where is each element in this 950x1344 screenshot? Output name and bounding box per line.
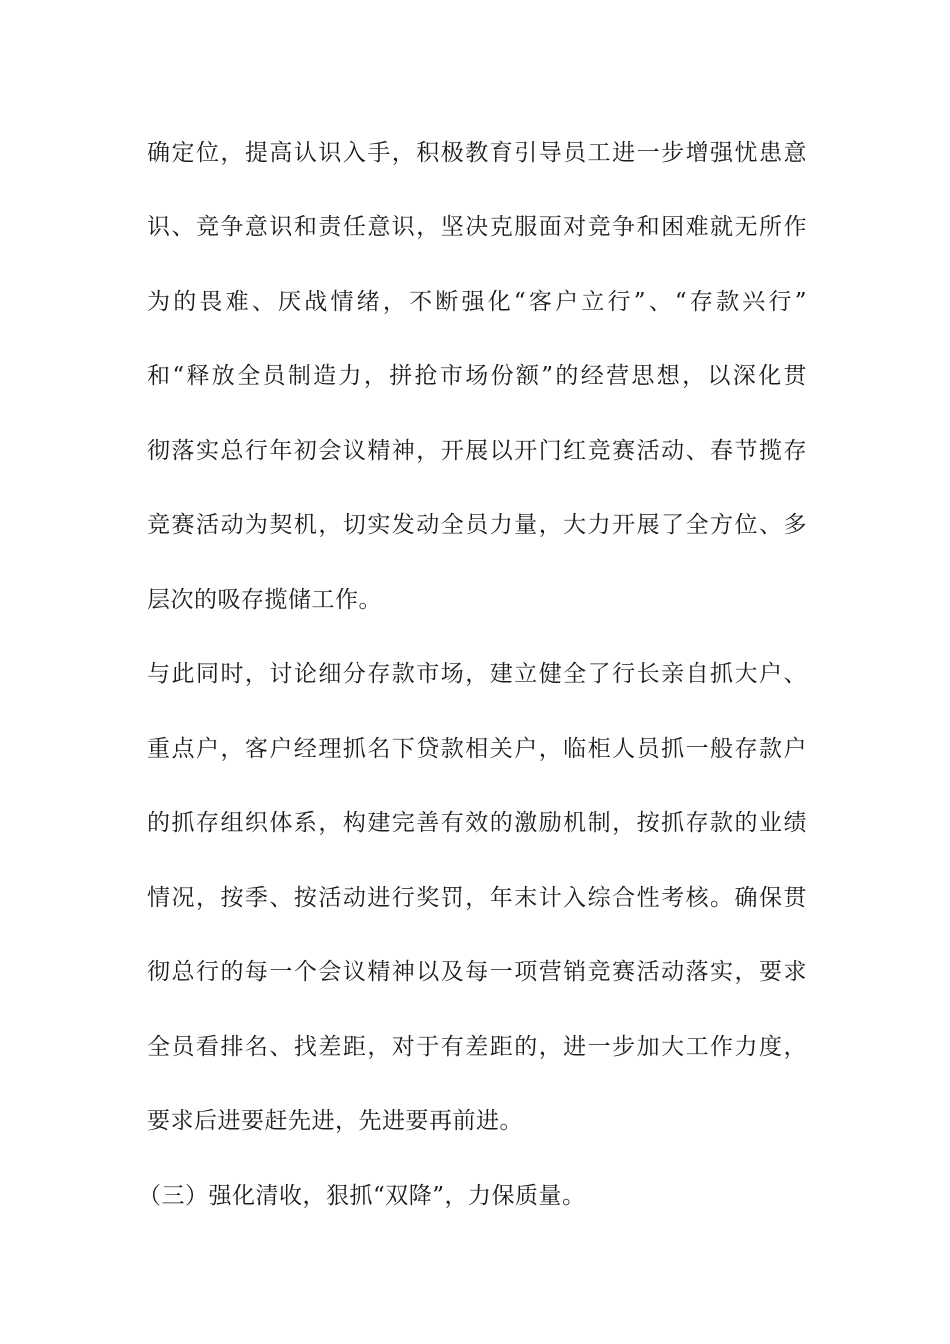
- paragraph-line: 全员看排名、找差距，对于有差距的，进一步加大工作力度，: [147, 1034, 807, 1060]
- paragraph-line: 情况，按季、按活动进行奖罚，年末计入综合性考核。确保贯: [147, 885, 807, 911]
- paragraph-line: 竞赛活动为契机，切实发动全员力量，大力开展了全方位、多: [147, 512, 807, 538]
- paragraph-line: 识、竞争意识和责任意识，坚决克服面对竞争和困难就无所作: [147, 214, 807, 240]
- paragraph-line: 彻落实总行年初会议精神，开展以开门红竞赛活动、春节揽存: [147, 438, 807, 464]
- paragraph-line: 与此同时，讨论细分存款市场，建立健全了行长亲自抓大户、: [147, 661, 807, 687]
- paragraph-line: 确定位，提高认识入手，积极教育引导员工进一步增强忧患意: [147, 140, 807, 166]
- paragraph-line: 彻总行的每一个会议精神以及每一项营销竞赛活动落实，要求: [147, 959, 807, 985]
- paragraph-line: 的抓存组织体系，构建完善有效的激励机制，按抓存款的业绩: [147, 810, 807, 836]
- section-heading: （三）强化清收，狠抓“双降”，力保质量。: [138, 1183, 586, 1209]
- paragraph-line: 为的畏难、厌战情绪，不断强化“客户立行”、“存款兴行”: [147, 289, 807, 315]
- paragraph-line: 要求后进要赶先进，先进要再前进。: [147, 1108, 523, 1134]
- paragraph-line: 和“释放全员制造力，拼抢市场份额”的经营思想，以深化贯: [147, 363, 807, 389]
- paragraph-line: 重点户，客户经理抓名下贷款相关户，临柜人员抓一般存款户: [147, 736, 807, 762]
- paragraph-line: 层次的吸存揽储工作。: [147, 587, 382, 613]
